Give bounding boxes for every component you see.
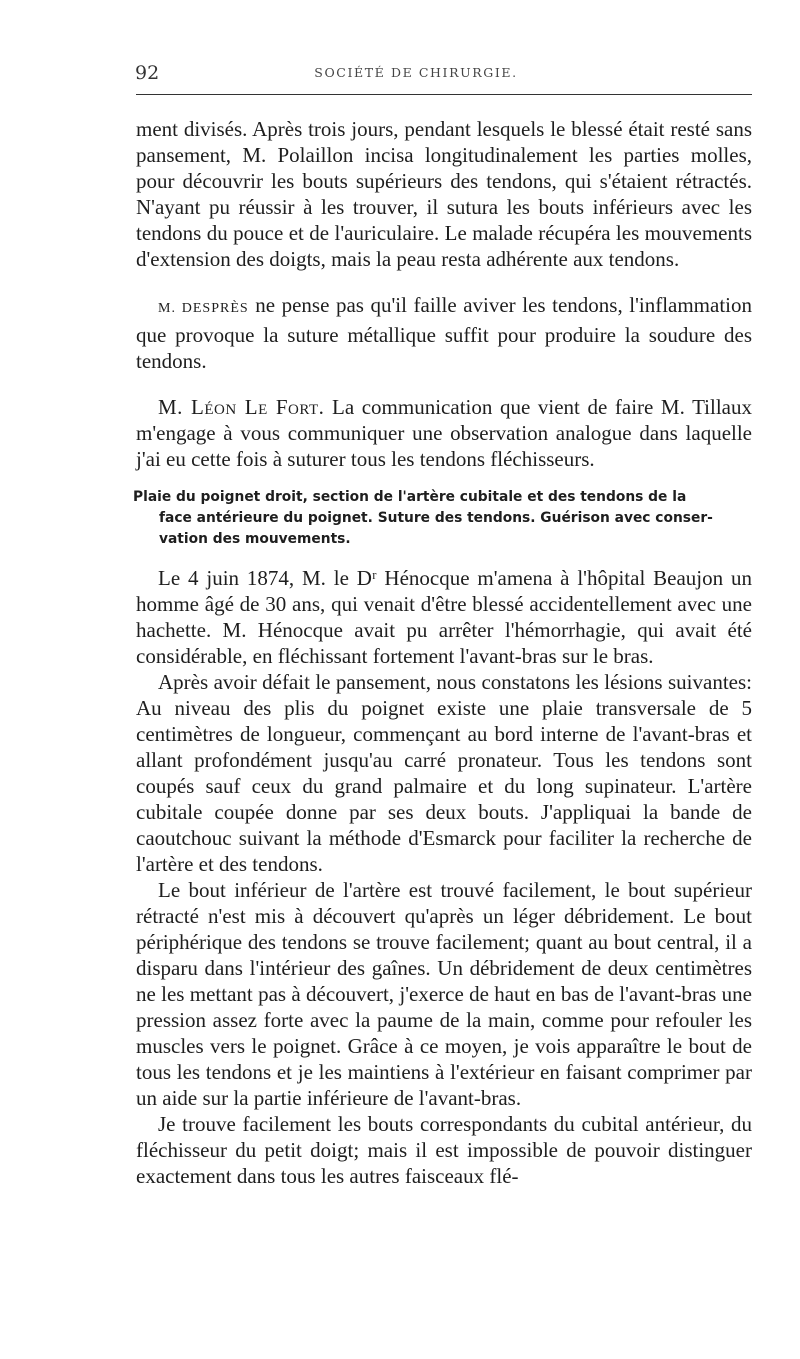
body-paragraph-4: Je trouve facilement les bouts correspondants du cubital antérieur, du fléchisseur du petit doigt; mais il est impossible de pouvoir distinguer exactement dans tous les autres faisceaux flé- — [136, 1112, 752, 1188]
body-paragraph-1: Le 4 juin 1874, M. le Dʳ Hénocque m'amena à l'hôpital Beaujon un homme âgé de 30 ans, qui venait d'être blessé accidentellement avec une hachette. M. Hénocque avait pu arrêter l'hémorrhagie, qui avait été considérable, en fléchissant fortement l'avant-bras sur le bras. — [136, 566, 752, 668]
opening-paragraph — [136, 116, 752, 272]
le-fort-paragraph — [136, 394, 752, 472]
paragraph-continuation: ment divisés. Après trois jours, pendant lesquels le blessé était resté sans pansement, M. Polaillon incisa longitudinalement les parties molles, pour découvrir les bouts supérieurs des tendons, qui s'étaient rétractés. N'ayant pu réussir à les trouver, il sutura les bouts inférieurs avec les tendons du pouce et de l'auriculaire. Le malade récupéra les mouvements d'extension des doigts, mais la peau resta adhérente aux tendons. — [136, 117, 752, 271]
case-heading-line-3: vation des mouvements. — [159, 531, 351, 547]
case-body — [136, 565, 752, 1189]
paragraph-despres — [136, 292, 752, 374]
body-paragraph-2: Après avoir défait le pansement, nous constatons les lésions suivantes: Au niveau des plis du poignet existe une plaie transversale de 5 centimètres de longueur, commençant au bord interne de l'avant-bras et allant profondément jusqu'au carré pronateur. Tous les tendons sont coupés sauf ceux du grand palmaire et du long supinateur. L'artère cubitale coupée donne par ses deux bouts. J'appliquai la bande de caoutchouc suivant la méthode d'Esmarck pour faciliter la recherche de l'artère et des tendons. — [136, 670, 752, 876]
despres-text: ne pense pas qu'il faille aviver les tendons, l'inflammation que provoque la suture métallique suffit pour produire la soudure des tendons. — [136, 293, 753, 373]
paragraph-le-fort — [136, 394, 752, 472]
case-heading — [133, 487, 753, 550]
speaker-despres: M. DESPRÈS — [158, 301, 249, 316]
case-heading-line-2: face antérieure du poignet. Suture des tendons. Guérison avec conser- — [159, 510, 713, 526]
case-heading-line-1: Plaie du poignet droit, section de l'artère cubitale et des tendons de la — [133, 489, 687, 505]
le-fort-text: La communication que vient de faire M. Tillaux m'engage à vous communiquer une observation analogue dans laquelle j'ai eu cette fois à suturer tous les tendons fléchisseurs. — [136, 395, 752, 471]
despres-paragraph — [136, 292, 752, 374]
running-title: SOCIÉTÉ DE CHIRURGIE. — [314, 65, 518, 80]
page-number: 92 — [135, 62, 160, 84]
header-rule — [136, 94, 752, 95]
body-paragraph-3: Le bout inférieur de l'artère est trouvé facilement, le bout supérieur rétracté n'est mis à découvert qu'après un léger débridement. Le bout périphérique des tendons se trouve facilement; quant au bout central, il a disparu dans l'intérieur des gaînes. Un débridement de deux centimètres ne les mettant pas à découvert, j'exerce de haut en bas de l'avant-bras une pression assez forte avec la paume de la main, comme pour refouler les muscles vers le poignet. Grâce à ce moyen, je vois apparaître le bout de tous les tendons et je les maintiens à l'extérieur en faisant comprimer par un aide sur la partie inférieure de l'avant-bras. — [136, 878, 752, 1110]
speaker-le-fort: M. Léon Le Fort. — [158, 395, 325, 419]
